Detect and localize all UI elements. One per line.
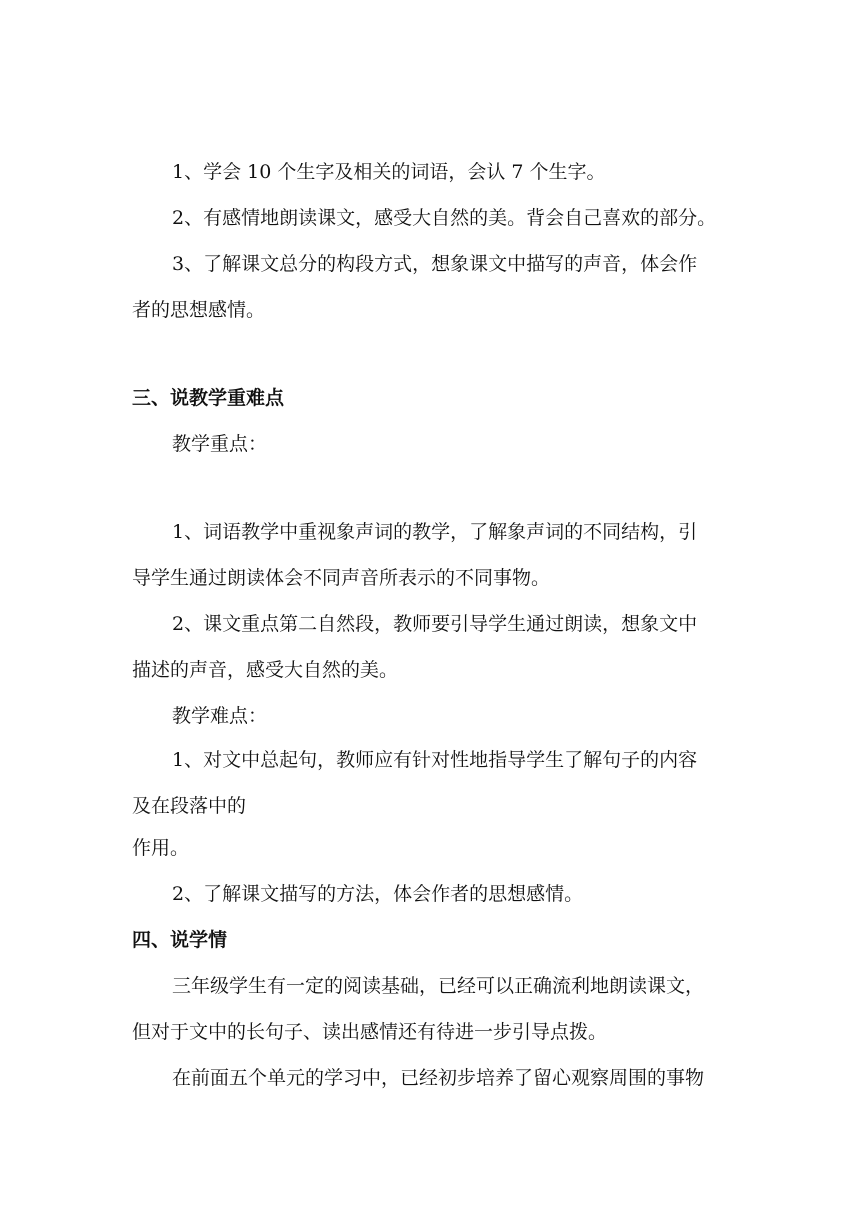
key-point-2-line-1: 2、课文重点第二自然段，教师要引导学生通过朗读，想象文中 [172,613,698,635]
key-points-label: 教学重点： [172,433,268,455]
objective-item-1: 1、学会 10 个生字及相关的词语，会认 7 个生字。 [172,161,606,183]
difficult-point-1-line-3: 作用。 [132,837,190,859]
learner-para-1-line-1: 三年级学生有一定的阅读基础，已经可以正确流利地朗读课文， [172,975,705,997]
difficult-point-1-line-2: 及在段落中的 [132,795,247,817]
section-3-heading: 三、说教学重难点 [132,387,285,409]
objective-item-3-line-2: 者的思想感情。 [132,299,266,321]
key-point-2-line-2: 描述的声音，感受大自然的美。 [132,659,399,681]
key-point-1-line-1: 1、词语教学中重视象声词的教学，了解象声词的不同结构，引 [172,521,698,543]
key-point-1-line-2: 导学生通过朗读体会不同声音所表示的不同事物。 [132,567,551,589]
difficult-points-label: 教学难点： [172,705,268,727]
section-4-heading: 四、说学情 [132,929,228,951]
difficult-point-1-line-1: 1、对文中总起句，教师应有针对性地指导学生了解句子的内容 [172,749,698,771]
objective-item-3-line-1: 3、了解课文总分的构段方式，想象课文中描写的声音，体会作 [172,253,698,275]
difficult-point-2: 2、了解课文描写的方法，体会作者的思想感情。 [172,883,584,905]
learner-para-1-line-2: 但对于文中的长句子、读出感情还有待进一步引导点拨。 [132,1021,608,1043]
objective-item-2: 2、有感情地朗读课文，感受大自然的美。背会自己喜欢的部分。 [172,207,717,229]
learner-para-2-line-1: 在前面五个单元的学习中，已经初步培养了留心观察周围的事物 [172,1067,705,1089]
